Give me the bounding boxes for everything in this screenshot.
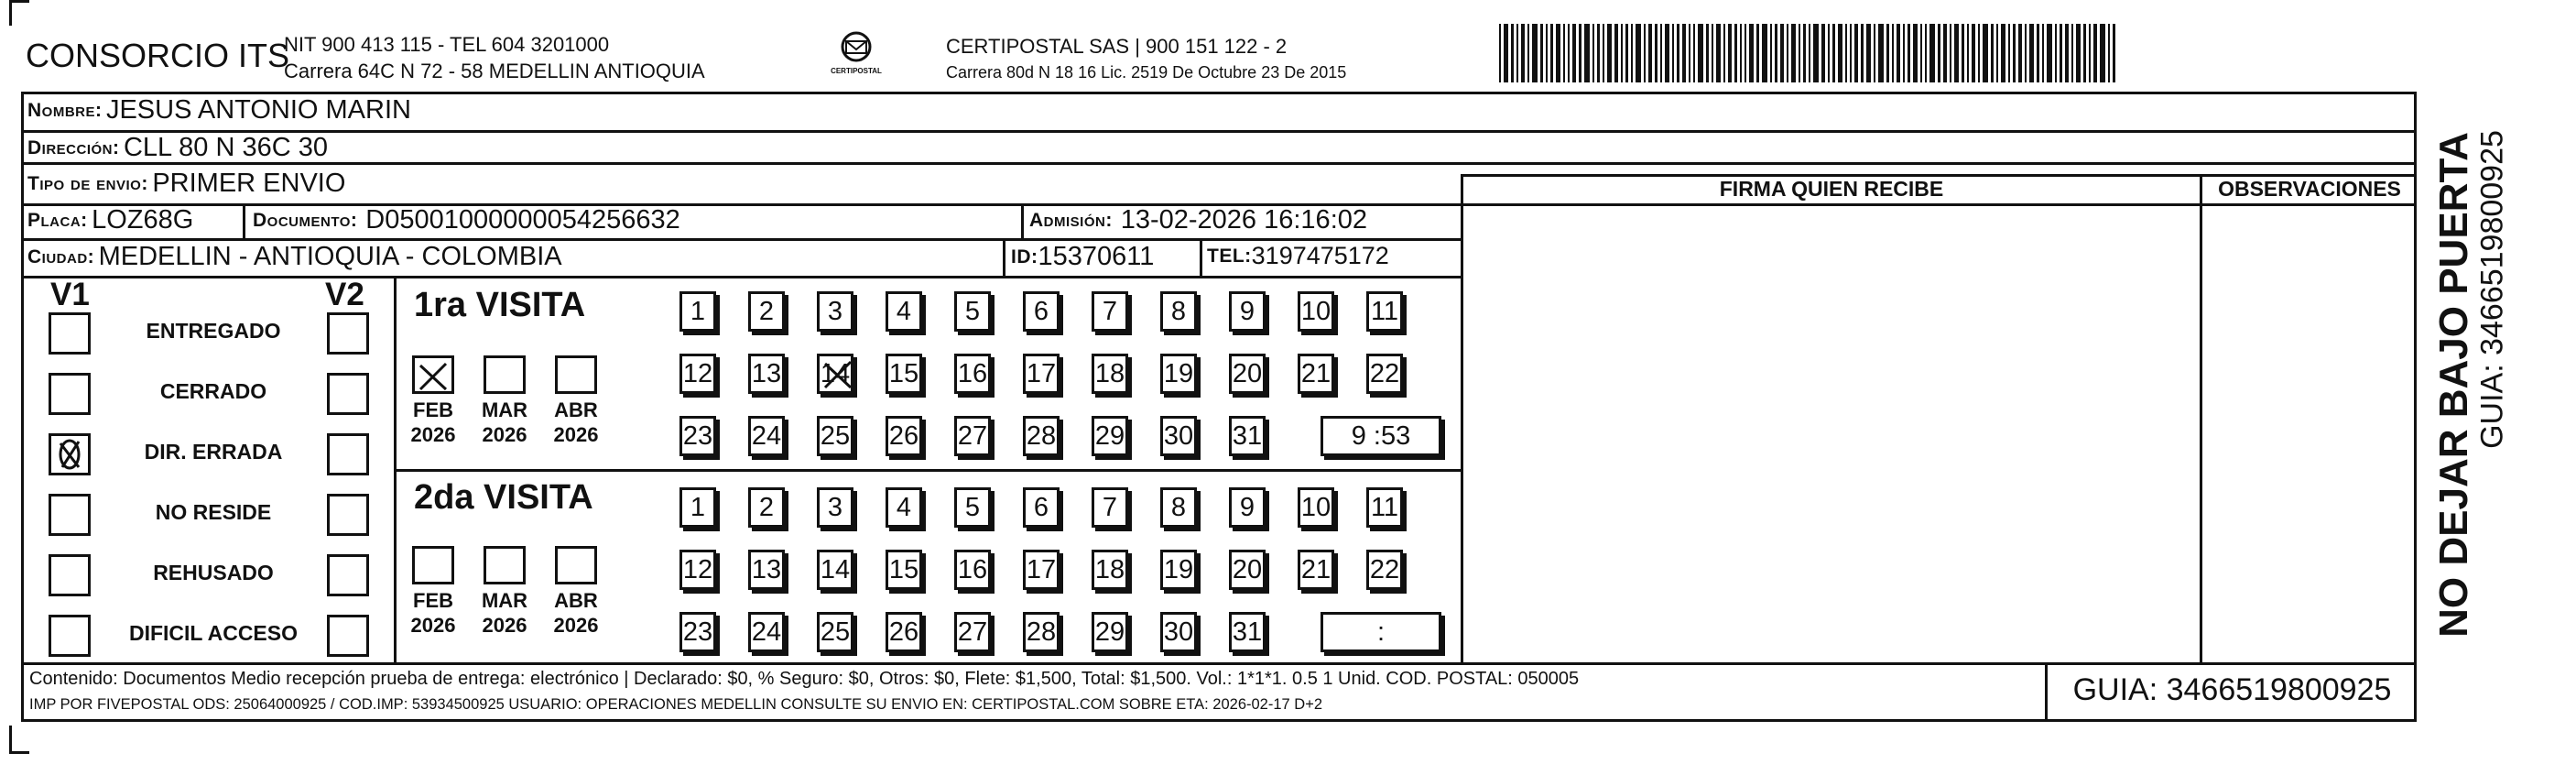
barcode-bar [2083, 24, 2086, 82]
barcode-bar [1929, 24, 1935, 82]
barcode-bar [1728, 24, 1732, 82]
barcode-bar [1878, 24, 1884, 82]
barcode-bar [2076, 24, 2081, 82]
visit2-title: 2da VISITA [414, 478, 593, 517]
visit1-title: 1ra VISITA [414, 286, 586, 324]
documento-label: Documento: [253, 209, 358, 231]
barcode-bar [1861, 24, 1864, 82]
carrier-name: CERTIPOSTAL SAS | 900 151 122 - 2 [946, 35, 1288, 58]
barcode-bar [1655, 24, 1658, 82]
barcode-bar [1821, 24, 1825, 82]
barcode-bar [1712, 24, 1713, 82]
barcode-bar [1706, 24, 1709, 82]
barcode-bar [1832, 24, 1835, 82]
day-box-8[interactable]: 8 [1160, 487, 1197, 528]
barcode-bar [2001, 24, 2005, 82]
barcode-bar [1631, 24, 1633, 82]
day-box-7[interactable]: 7 [1092, 291, 1128, 332]
barcode-bar [1607, 24, 1612, 82]
barcode-bar [2108, 24, 2110, 82]
month-checkbox-mar[interactable] [484, 355, 526, 394]
barcode-bar [1954, 24, 1959, 82]
month-year: 2026 [410, 423, 456, 446]
nombre-label: Nombre: [27, 99, 103, 121]
barcode-bar [1672, 24, 1674, 82]
id-value: 15370611 [1038, 242, 1155, 271]
day-box-22[interactable]: 22 [1366, 550, 1403, 590]
day-box-23[interactable]: 23 [679, 416, 716, 456]
barcode-bar [1838, 24, 1842, 82]
barcode-bar [1734, 24, 1737, 82]
barcode-bar [1972, 24, 1975, 82]
day-box-24[interactable]: 24 [748, 416, 785, 456]
barcode [1499, 24, 2118, 82]
month-label [474, 398, 535, 447]
barcode-bar [1903, 24, 1905, 82]
barcode-bar [1677, 24, 1679, 82]
day-box-29[interactable]: 29 [1092, 416, 1128, 456]
v2-header: V2 [325, 277, 364, 312]
logo-text: CERTIPOSTAL [831, 67, 882, 75]
v2-checkbox[interactable] [327, 433, 369, 475]
firma-header: FIRMA QUIEN RECIBE [1719, 177, 1944, 201]
day-box-8[interactable]: 8 [1160, 291, 1197, 332]
cell-divider [243, 203, 245, 238]
barcode-bar [2025, 24, 2027, 82]
v1-checkbox[interactable] [49, 373, 91, 415]
day-box-19[interactable]: 19 [1160, 550, 1197, 590]
day-box-1[interactable]: 1 [679, 487, 716, 528]
barcode-bar [1978, 24, 1980, 82]
barcode-bar [1892, 24, 1894, 82]
day-box-16[interactable]: 16 [954, 550, 991, 590]
barcode-bar [2029, 24, 2034, 82]
month-name: FEB [413, 398, 453, 421]
month-name: FEB [413, 589, 453, 612]
day-box-30[interactable]: 30 [1160, 416, 1197, 456]
crop-mark [9, 0, 29, 3]
check-mark-icon [51, 436, 88, 473]
carrier-info [946, 33, 1346, 86]
barcode-bar [1532, 24, 1538, 82]
barcode-bar [1698, 24, 1703, 82]
barcode-bar [1579, 24, 1581, 82]
row-id [1011, 242, 1154, 272]
row-nombre [27, 95, 411, 126]
row-divider [1461, 203, 2417, 206]
barcode-bar [1592, 24, 1594, 82]
month-checkbox-feb[interactable] [412, 546, 454, 584]
cell-divider [1003, 238, 1005, 276]
barcode-bar [1983, 24, 1988, 82]
barcode-bar [2071, 24, 2073, 82]
ciudad-label: Ciudad: [27, 246, 95, 267]
tipo-envio-label: Tipo de envio: [27, 172, 148, 194]
side-guia: GUIA: 3466519800925 [2474, 130, 2510, 449]
barcode-bar [1740, 24, 1742, 82]
barcode-bar [1527, 24, 1529, 82]
column-divider [1461, 174, 1463, 662]
footer-divider [21, 662, 2417, 665]
v1-checkbox[interactable] [49, 554, 91, 596]
day-box-26[interactable]: 26 [886, 612, 922, 652]
crop-mark [9, 0, 12, 26]
no-dejar-bajo-puerta: NO DEJAR BAJO PUERTA [2431, 132, 2476, 638]
status-option-label: DIR. ERRADA [144, 440, 283, 464]
row-divider [21, 238, 1461, 241]
row-admision [1029, 205, 1367, 235]
barcode-bar [1614, 24, 1618, 82]
footer-print-info: IMP POR FIVEPOSTAL ODS: 25064000925 / COD.IMP: 53934500925 USUARIO: OPERACIONES MEDELLIN CONSULTE SU ENVIO EN: CERTIPOSTAL.COM SOBRE ETA: 2026-02-17 D+2 [29, 696, 1323, 713]
barcode-bar [1665, 24, 1669, 82]
id-label: ID: [1011, 246, 1038, 267]
barcode-bar [1967, 24, 1969, 82]
month-label [474, 588, 535, 638]
barcode-bar [1854, 24, 1858, 82]
company-info [284, 31, 705, 84]
month-checkbox-feb[interactable] [412, 355, 454, 394]
barcode-bar [1648, 24, 1652, 82]
barcode-bar [1828, 24, 1830, 82]
barcode-bar [1920, 24, 1922, 82]
day-box-9[interactable]: 9 [1229, 487, 1266, 528]
barcode-bar [1866, 24, 1871, 82]
visit-divider [394, 469, 1461, 472]
nombre-value: JESUS ANTONIO MARIN [105, 95, 411, 125]
barcode-bar [1780, 24, 1784, 82]
day-box-11[interactable]: 11 [1366, 291, 1403, 332]
barcode-bar [1572, 24, 1576, 82]
documento-value: D05001000000054256632 [365, 205, 680, 235]
day-box-27[interactable]: 27 [954, 612, 991, 652]
barcode-bar [1568, 24, 1570, 82]
barcode-bar [1625, 24, 1628, 82]
day-box-31[interactable]: 31 [1229, 612, 1266, 652]
day-box-20[interactable]: 20 [1229, 354, 1266, 394]
month-label [546, 588, 606, 638]
barcode-bar [1938, 24, 1940, 82]
month-year: 2026 [553, 614, 599, 637]
v1-checkbox[interactable] [49, 312, 91, 355]
v1-checkbox[interactable] [49, 615, 91, 657]
barcode-bar [1723, 24, 1725, 82]
status-option-label: DIFICIL ACCESO [128, 621, 298, 645]
day-box-2[interactable]: 2 [748, 487, 785, 528]
day-box-4[interactable]: 4 [886, 487, 922, 528]
company-name: CONSORCIO ITS [26, 37, 290, 74]
row-documento [253, 205, 680, 235]
footer-content: Contenido: Documentos Medio recepción prueba de entrega: electrónico | Declarado: $0, % Seguro: $0, Otros: $0, Flete: $1,500, Total: $1,500. Vol.: 1*1*1. 0.5 1 Unid. COD. POSTAL: 050005 [29, 669, 1580, 689]
day-box-6[interactable]: 6 [1023, 487, 1060, 528]
day-box-4[interactable]: 4 [886, 291, 922, 332]
day-box-13[interactable]: 13 [748, 550, 785, 590]
barcode-bar [1925, 24, 1927, 82]
day-box-6[interactable]: 6 [1023, 291, 1060, 332]
day-box-26[interactable]: 26 [886, 416, 922, 456]
status-option-label: REHUSADO [153, 561, 274, 584]
barcode-bar [1950, 24, 1951, 82]
day-box-29[interactable]: 29 [1092, 612, 1128, 652]
day-box-15[interactable]: 15 [886, 550, 922, 590]
day-box-25[interactable]: 25 [817, 612, 853, 652]
day-box-21[interactable]: 21 [1298, 550, 1334, 590]
barcode-bar [1762, 24, 1767, 82]
barcode-bar [1991, 24, 1994, 82]
crop-mark [9, 726, 12, 751]
certipostal-logo [829, 31, 884, 75]
month-name: MAR [481, 589, 528, 612]
day-box-2[interactable]: 2 [748, 291, 785, 332]
status-option-label: ENTREGADO [146, 319, 281, 343]
crop-mark [9, 751, 29, 754]
barcode-bar [2042, 24, 2044, 82]
barcode-bar [1809, 24, 1810, 82]
barcode-bar [1516, 24, 1518, 82]
status-option-label: NO RESIDE [155, 500, 272, 524]
cell-divider [1021, 203, 1024, 238]
row-tel [1207, 242, 1389, 270]
observaciones-header: OBSERVACIONES [2218, 177, 2401, 201]
day-box-25[interactable]: 25 [817, 416, 853, 456]
direccion-value: CLL 80 N 36C 30 [123, 133, 328, 162]
carrier-license: Carrera 80d N 18 16 Lic. 2519 De Octubre 23 De 2015 [946, 63, 1347, 82]
barcode-bar [1897, 24, 1900, 82]
barcode-bar [1775, 24, 1777, 82]
barcode-bar [2113, 24, 2115, 82]
barcode-bar [2065, 24, 2069, 82]
month-checkbox-abr[interactable] [555, 546, 597, 584]
barcode-bar [1874, 24, 1875, 82]
barcode-bar [1563, 24, 1565, 82]
check-mark-icon [820, 356, 856, 393]
month-year: 2026 [482, 614, 527, 637]
day-box-10[interactable]: 10 [1298, 291, 1334, 332]
admision-value: 13-02-2026 16:16:02 [1120, 205, 1368, 235]
day-box-5[interactable]: 5 [954, 291, 991, 332]
barcode-bar [1540, 24, 1543, 82]
tel-label: TEL: [1207, 245, 1252, 267]
v1-checkbox[interactable] [49, 494, 91, 536]
barcode-bar [1749, 24, 1754, 82]
barcode-bar [2037, 24, 2039, 82]
barcode-bar [1813, 24, 1819, 82]
barcode-bar [1770, 24, 1772, 82]
day-box-23[interactable]: 23 [679, 612, 716, 652]
day-box-27[interactable]: 27 [954, 416, 991, 456]
barcode-bar [1756, 24, 1759, 82]
month-year: 2026 [482, 423, 527, 446]
v2-checkbox[interactable] [327, 373, 369, 415]
barcode-bar [2100, 24, 2105, 82]
day-box-1[interactable]: 1 [679, 291, 716, 332]
day-box-13[interactable]: 13 [748, 354, 785, 394]
month-label [546, 398, 606, 447]
barcode-bar [2018, 24, 2022, 82]
day-box-10[interactable]: 10 [1298, 487, 1334, 528]
day-box-20[interactable]: 20 [1229, 550, 1266, 590]
month-label [403, 588, 463, 638]
month-name: MAR [481, 398, 528, 421]
time-box[interactable]: 9 :53 [1321, 416, 1441, 456]
month-label [403, 398, 463, 447]
barcode-bar [1597, 24, 1600, 82]
row-ciudad [27, 242, 562, 272]
time-box[interactable]: : [1321, 612, 1441, 652]
month-checkbox-mar[interactable] [484, 546, 526, 584]
day-box-31[interactable]: 31 [1229, 416, 1266, 456]
barcode-bar [2089, 24, 2091, 82]
day-box-3[interactable]: 3 [817, 487, 853, 528]
barcode-bar [1621, 24, 1623, 82]
day-box-28[interactable]: 28 [1023, 612, 1060, 652]
barcode-bar [1499, 24, 1501, 82]
barcode-bar [1913, 24, 1918, 82]
v1-checkbox[interactable] [49, 433, 91, 475]
row-divider [21, 276, 1461, 278]
placa-label: Placa: [27, 209, 88, 231]
v1-header: V1 [50, 277, 90, 312]
barcode-bar [1799, 24, 1800, 82]
day-box-18[interactable]: 18 [1092, 550, 1128, 590]
day-box-3[interactable]: 3 [817, 291, 853, 332]
footer-guia: GUIA: 3466519800925 [2072, 672, 2392, 707]
barcode-bar [1556, 24, 1560, 82]
barcode-bar [2055, 24, 2057, 82]
tipo-envio-value: PRIMER ENVIO [152, 169, 346, 198]
v2-checkbox[interactable] [327, 554, 369, 596]
barcode-bar [1644, 24, 1646, 82]
barcode-bar [1584, 24, 1590, 82]
month-name: ABR [554, 589, 598, 612]
barcode-bar [1886, 24, 1889, 82]
barcode-bar [1908, 24, 1910, 82]
month-name: ABR [554, 398, 598, 421]
day-box-7[interactable]: 7 [1092, 487, 1128, 528]
barcode-bar [1504, 24, 1508, 82]
barcode-bar [2013, 24, 2016, 82]
barcode-bar [1803, 24, 1806, 82]
barcode-bar [1850, 24, 1852, 82]
company-address: Carrera 64C N 72 - 58 MEDELLIN ANTIOQUIA [284, 60, 705, 82]
cell-divider [1200, 238, 1202, 276]
v2-checkbox[interactable] [327, 615, 369, 657]
row-tipo-envio [27, 169, 345, 199]
row-placa [27, 205, 193, 235]
day-box-14[interactable]: 14 [817, 550, 853, 590]
barcode-bar [1693, 24, 1695, 82]
tel-value: 3197475172 [1251, 242, 1389, 269]
column-divider [2200, 174, 2202, 662]
day-box-12[interactable]: 12 [679, 550, 716, 590]
barcode-bar [1943, 24, 1947, 82]
day-box-15[interactable]: 15 [886, 354, 922, 394]
barcode-bar [1716, 24, 1721, 82]
day-box-28[interactable]: 28 [1023, 416, 1060, 456]
barcode-bar [1603, 24, 1604, 82]
v2-checkbox[interactable] [327, 494, 369, 536]
day-box-19[interactable]: 19 [1160, 354, 1197, 394]
day-box-11[interactable]: 11 [1366, 487, 1403, 528]
month-year: 2026 [410, 614, 456, 637]
day-box-5[interactable]: 5 [954, 487, 991, 528]
barcode-bar [1546, 24, 1548, 82]
barcode-bar [1636, 24, 1641, 82]
barcode-bar [1791, 24, 1796, 82]
barcode-bar [2060, 24, 2062, 82]
barcode-bar [1682, 24, 1686, 82]
ciudad-value: MEDELLIN - ANTIOQUIA - COLOMBIA [98, 242, 562, 271]
barcode-bar [1962, 24, 1964, 82]
day-box-21[interactable]: 21 [1298, 354, 1334, 394]
barcode-bar [2008, 24, 2010, 82]
day-box-16[interactable]: 16 [954, 354, 991, 394]
admision-label: Admisión: [1029, 209, 1113, 231]
row-divider [21, 162, 2417, 165]
day-box-9[interactable]: 9 [1229, 291, 1266, 332]
day-box-22[interactable]: 22 [1366, 354, 1403, 394]
barcode-bar [1689, 24, 1690, 82]
barcode-bar [1511, 24, 1514, 82]
check-mark-icon [415, 358, 451, 395]
day-box-12[interactable]: 12 [679, 354, 716, 394]
barcode-bar [1521, 24, 1525, 82]
day-box-30[interactable]: 30 [1160, 612, 1197, 652]
row-direccion [27, 133, 328, 163]
barcode-bar [2093, 24, 2097, 82]
day-box-17[interactable]: 17 [1023, 354, 1060, 394]
direccion-label: Dirección: [27, 136, 120, 158]
month-year: 2026 [553, 423, 599, 446]
nit-line: NIT 900 413 115 - TEL 604 3201000 [284, 33, 610, 56]
barcode-bar [1550, 24, 1553, 82]
month-checkbox-abr[interactable] [555, 355, 597, 394]
barcode-bar [1787, 24, 1788, 82]
barcode-bar [1660, 24, 1662, 82]
day-box-17[interactable]: 17 [1023, 550, 1060, 590]
placa-value: LOZ68G [92, 205, 194, 235]
barcode-bar [1996, 24, 1998, 82]
barcode-bar [1845, 24, 1847, 82]
v2-checkbox[interactable] [327, 312, 369, 355]
day-box-14[interactable]: 14 [817, 354, 853, 394]
status-option-label: CERRADO [159, 379, 267, 403]
row-divider [21, 130, 2417, 133]
day-box-18[interactable]: 18 [1092, 354, 1128, 394]
envelope-logo-icon [837, 31, 875, 64]
barcode-bar [2047, 24, 2052, 82]
day-box-24[interactable]: 24 [748, 612, 785, 652]
barcode-bar [1745, 24, 1746, 82]
